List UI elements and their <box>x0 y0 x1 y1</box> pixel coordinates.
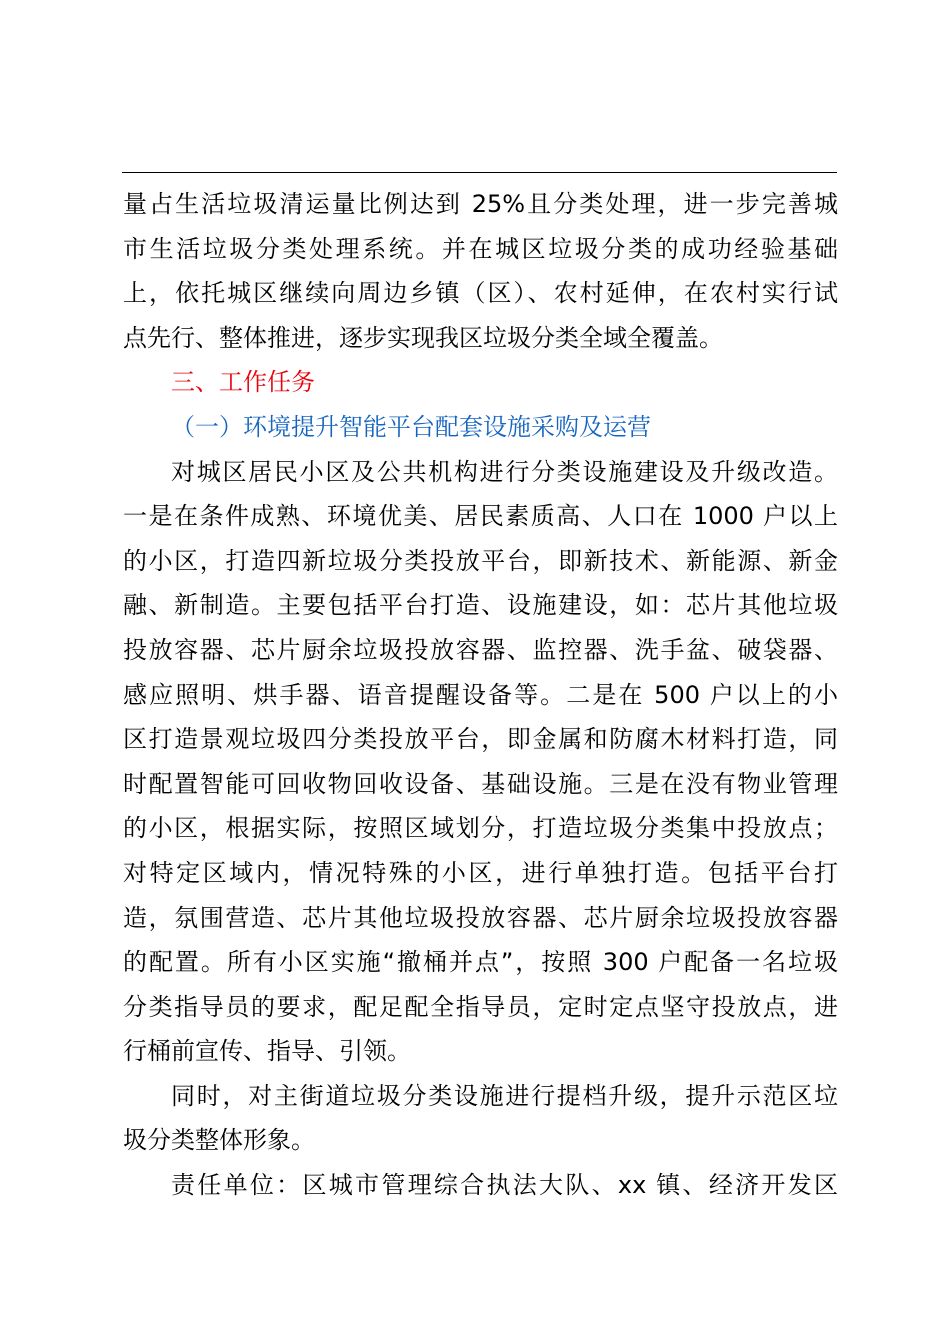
text-line: 同时，对主街道垃圾分类设施进行提档升级，提升示范区垃 <box>171 1081 838 1110</box>
text-line: 时配置智能可回收物回收设备、基础设施。三是在没有物业管理 <box>123 769 838 798</box>
text-line: 分类指导员的要求，配足配全指导员，定时定点坚守投放点，进 <box>123 992 838 1021</box>
text-line: 一是在条件成熟、环境优美、居民素质高、人口在 1000 户以上 <box>123 502 838 531</box>
text-line: 的配置。所有小区实施“撤桶并点”，按照 300 户配备一名垃圾 <box>123 948 838 977</box>
subsection-heading: （一）环境提升智能平台配套设施采购及运营 <box>171 412 651 441</box>
text-line: 造，氛围营造、芯片其他垃圾投放容器、芯片厨余垃圾投放容器 <box>123 903 838 932</box>
text-line: 区打造景观垃圾四分类投放平台，即金属和防腐木材料打造，同 <box>123 725 838 754</box>
document-body <box>123 182 838 1208</box>
text-line: 上，依托城区继续向周边乡镇（区）、农村延伸，在农村实行试 <box>123 279 838 308</box>
text-line: 行桶前宣传、指导、引领。 <box>123 1037 411 1066</box>
text-line: 圾分类整体形象。 <box>123 1126 315 1155</box>
text-line: 责任单位：区城市管理综合执法大队、xx 镇、经济开发区 <box>171 1171 838 1200</box>
text-line: 投放容器、芯片厨余垃圾投放容器、监控器、洗手盆、破袋器、 <box>123 635 838 664</box>
text-line: 的小区，打造四新垃圾分类投放平台，即新技术、新能源、新金 <box>123 546 838 575</box>
text-line: 对城区居民小区及公共机构进行分类设施建设及升级改造。 <box>171 457 838 486</box>
text-line: 对特定区域内，情况特殊的小区，进行单独打造。包括平台打 <box>123 858 838 887</box>
text-line: 市生活垃圾分类处理系统。并在城区垃圾分类的成功经验基础 <box>123 234 838 263</box>
section-heading: 三、工作任务 <box>171 368 315 397</box>
text-line: 融、新制造。主要包括平台打造、设施建设，如：芯片其他垃圾 <box>123 591 838 620</box>
text-line: 量占生活垃圾清运量比例达到 25%且分类处理，进一步完善城 <box>123 190 838 218</box>
header-rule <box>122 172 837 173</box>
text-line: 点先行、整体推进，逐步实现我区垃圾分类全域全覆盖。 <box>123 323 723 352</box>
text-line: 的小区，根据实际，按照区域划分，打造垃圾分类集中投放点； <box>123 814 838 843</box>
text-line: 感应照明、烘手器、语音提醒设备等。二是在 500 户以上的小 <box>123 680 838 709</box>
